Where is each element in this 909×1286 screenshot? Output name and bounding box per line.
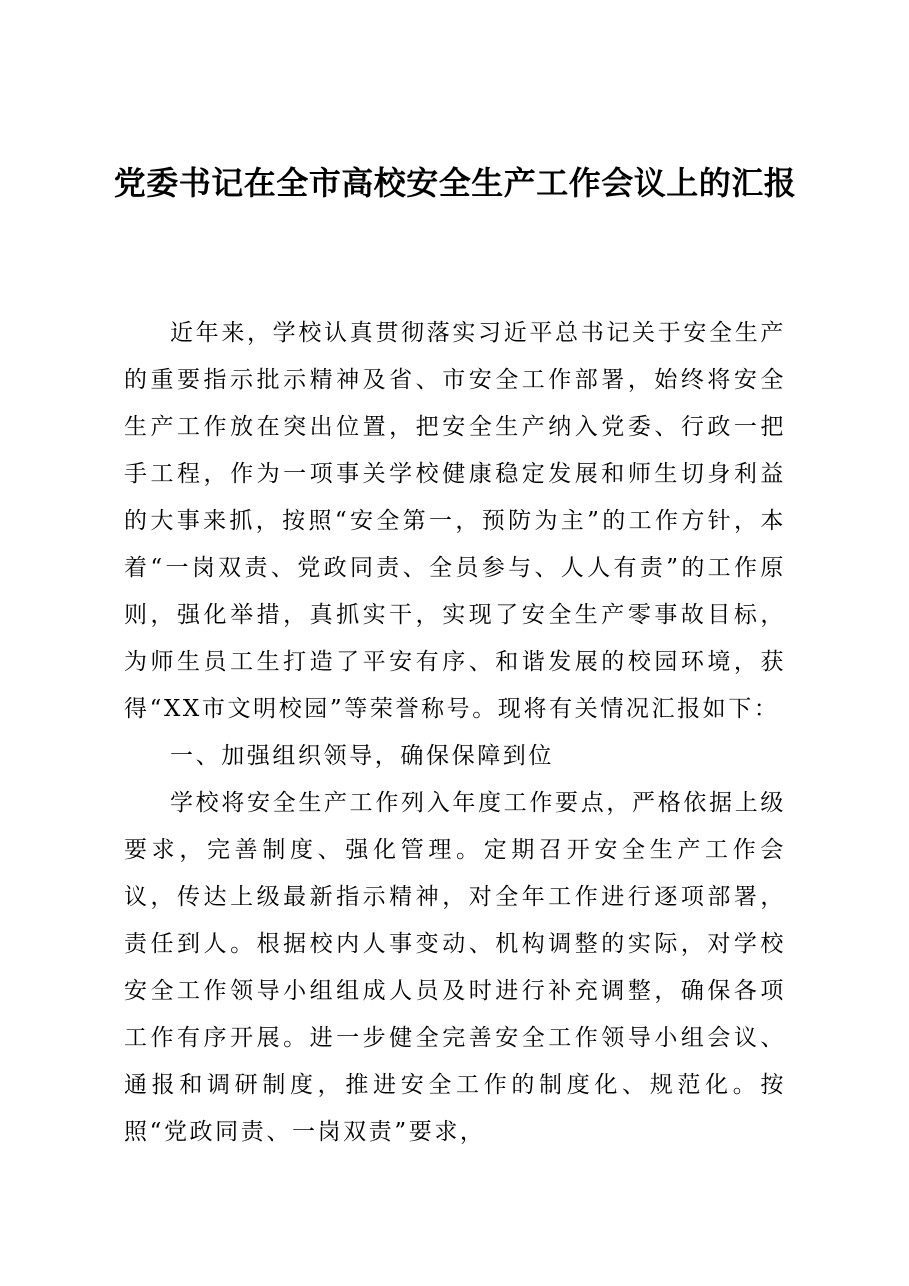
document-title: 党委书记在全市高校安全生产工作会议上的汇报 [113, 164, 797, 202]
intro-paragraph: 近年来，学校认真贯彻落实习近平总书记关于安全生产的重要指示批示精神及省、市安全工作部署，始终将安全生产工作放在突出位置，把安全生产纳入党委、行政一把手工程，作为一项事关学校健康稳定发展和师生切身利益的大事来抓，按照“安全第一，预防为主”的工作方针，本着“一岗双责、党政同责、全员参与、人人有责”的工作原则，强化举措，真抓实干，实现了安全生产零事故目标，为师生员工生打造了平安有序、和谐发展的校园环境，获得“XX市文明校园”等荣誉称号。现将有关情况汇报如下： [124, 320, 786, 722]
document-body [124, 310, 786, 1156]
section-heading: 一、加强组织领导，确保保障到位 [170, 743, 554, 769]
section-paragraph: 学校将安全生产工作列入年度工作要点，严格依据上级要求，完善制度、强化管理。定期召开安全生产工作会议，传达上级最新指示精神，对全年工作进行逐项部署，责任到人。根据校内人事变动、机构调整的实际，对学校安全工作领导小组组成人员及时进行补充调整，确保各项工作有序开展。进一步健全完善安全工作领导小组会议、通报和调研制度，推进安全工作的制度化、规范化。按照“党政同责、一岗双责”要求， [124, 790, 786, 1145]
